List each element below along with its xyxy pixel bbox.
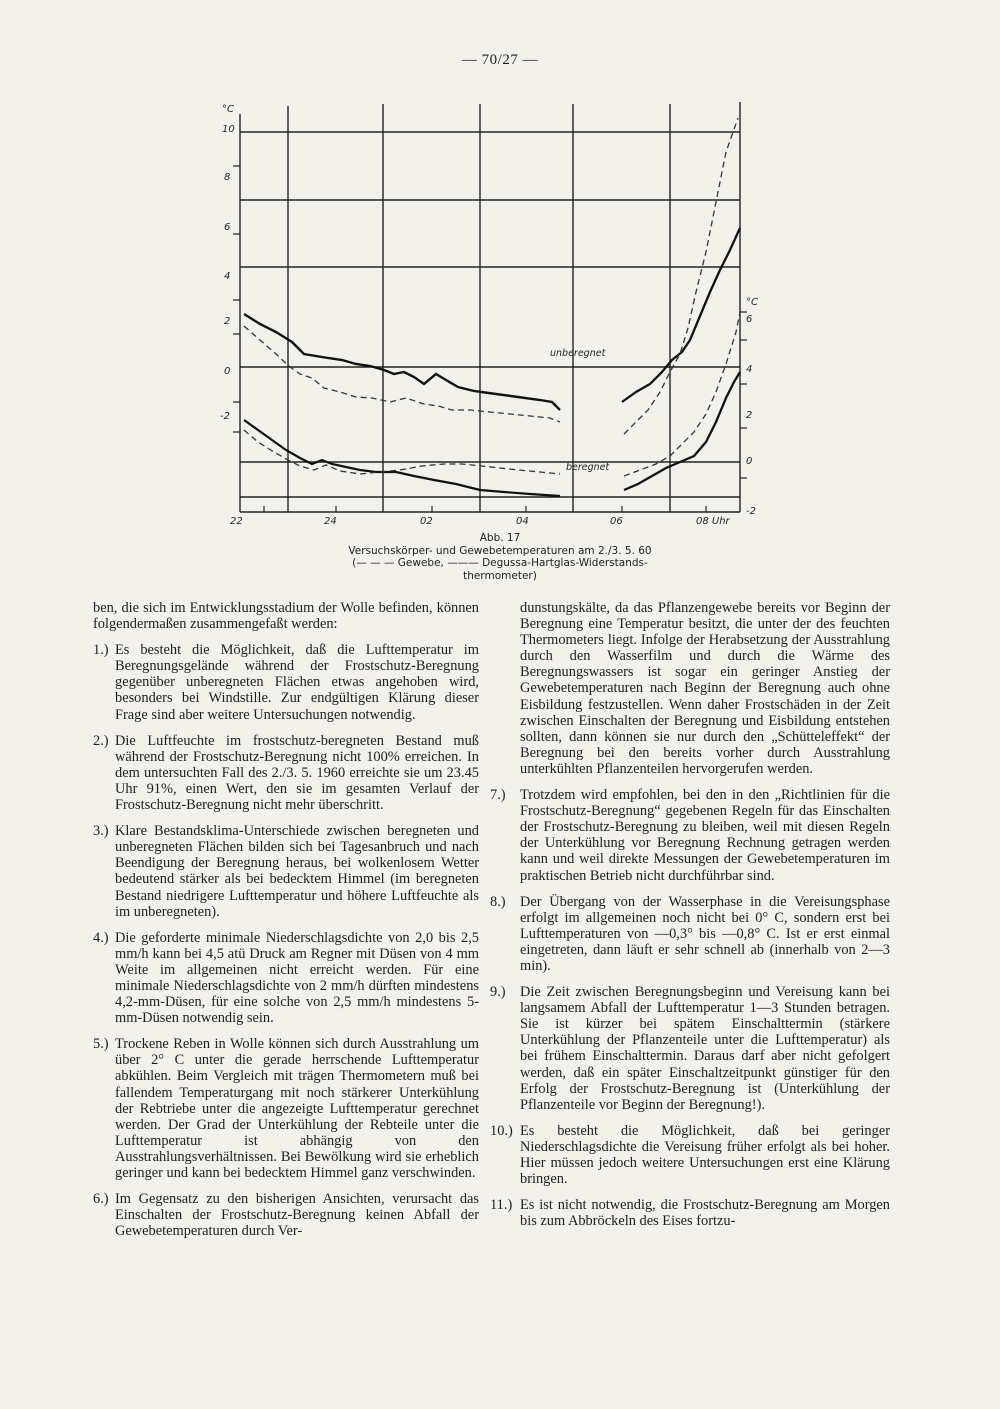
right-label-6: 6 [746, 314, 753, 325]
x-label-24: 24 [324, 516, 337, 527]
x-label-06: 06 [610, 516, 623, 527]
right-label-unit: °C [746, 297, 758, 308]
list-item [490, 893, 890, 974]
item-text: Klare Bestandsklima-Unterschiede zwischen beregneten und unberegneten Flächen bilden sich bei Tagesanbruch und nach Beendigung der Beregnung heraus, bei wolkenlosem Wetter bedeutend stärker als bei bedecktem Himmel (im beregneten Bestand niedrigere Lufttemperatur und höhere Luftfeuchte als im unberegneten). [115, 823, 479, 920]
right-label-0: 0 [746, 456, 753, 467]
right-label-4: 4 [746, 364, 753, 375]
caption-line-3: thermometer) [463, 569, 537, 582]
item-number: 10.) [490, 1122, 513, 1139]
list-item [93, 929, 479, 1027]
item-text: Trotzdem wird empfohlen, bei den in den „Richtlinien für die Frostschutz-Beregnung“ gegebenen Regeln für das Einschalten der Frostschutz-Beregnung zu bleiben, weil mit diesen Regeln der Unterkühlung vor Beregnung Rechnung getragen werden kann und weil direkte Messungen der Gewebetemperaturen im praktischen Betrieb nicht durchführbar sind. [520, 787, 890, 884]
item-number: 3.) [93, 823, 109, 840]
caption-line-1: Versuchskörper- und Gewebetemperaturen am 2./3. 5. 60 [348, 544, 652, 557]
item-text: Es besteht die Möglichkeit, daß bei geringer Niederschlagsdichte die Vereisung früher erfolgt als bei hoher. Hier müssen jedoch weitere Untersuchungen erst eine Klärung bringen. [520, 1122, 890, 1188]
item-text: Der Übergang von der Wasserphase in die Vereisungsphase erfolgt im allgemeinen noch nicht bei 0° C, sondern erst bei Lufttemperaturen von —0,3° bis —0,8° C. Ist er erst einmal eingetreten, dann läuft er sehr schnell ab (innerhalb von 2—3 min). [520, 893, 890, 974]
item-number: 4.) [93, 929, 109, 946]
item-number: 11.) [490, 1197, 513, 1214]
left-intro: ben, die sich im Entwicklungsstadium der Wolle befinden, können folgendermaßen zusammengefaßt werden: [93, 600, 479, 633]
item-number: 8.) [490, 893, 506, 910]
y-label-4: 4 [224, 271, 231, 282]
caption-title: Abb. 17 [479, 532, 521, 544]
item-text: Im Gegensatz zu den bisherigen Ansichten, verursacht das Einschalten der Frostschutz-Beregnung keinen Abfall der Gewebetemperaturen durch Ver- [115, 1191, 479, 1240]
temperature-chart [200, 92, 800, 532]
item-number: 2.) [93, 732, 109, 749]
caption-line-2: (— — — Gewebe, ——— Degussa-Hartglas-Widerstands- [352, 557, 648, 569]
item-number: 9.) [490, 984, 506, 1001]
item-number: 6.) [93, 1191, 109, 1208]
left-column [93, 600, 479, 1240]
list-item [490, 1122, 890, 1188]
y-label-minus2: -2 [220, 411, 230, 422]
y-label-6: 6 [224, 222, 231, 233]
item-text: Die Luftfeuchte im frostschutz-beregneten Bestand muß während der Frostschutz-Beregnung nicht 100% erreichen. In dem untersuchten Fall des 2./3. 5. 1960 erreichte sie um 23.45 Uhr 91%, einen Wert, den sie im gesamten Verlauf der Frostschutz-Beregnung nicht mehr überschritt. [115, 732, 479, 814]
y-label-2: 2 [224, 316, 231, 327]
x-label-08-uhr: 08 Uhr [696, 516, 730, 527]
list-item [490, 1197, 890, 1230]
item-text: Die geforderte minimale Niederschlagsdichte von 2,0 bis 2,5 mm/h kann bei 4,5 atü Druck am Regner mit Düsen von 4 mm Weite im allgemeinen nicht erreicht werden. Für eine minimale Niederschlagsdichte von 2 mm/h dürften mindestens 4,2-mm-Düsen, für eine solche von 2,5 mm/h mindestens 5-mm-Düsen notwendig sein. [115, 929, 479, 1027]
item-number: 1.) [93, 642, 109, 659]
list-item [93, 1191, 479, 1240]
y-label-unit-left: °C [222, 104, 234, 115]
item-text: Es besteht die Möglichkeit, daß die Lufttemperatur im Beregnungsgelände während der Frostschutz-Beregnung gegenüber unberegneten Flächen etwas angehoben wird, besonders bei Windstille. Zur endgültigen Klärung dieser Frage sind aber weitere Untersuchungen notwendig. [115, 642, 479, 723]
right-intro: dunstungskälte, da das Pflanzengewebe bereits vor Beginn der Beregnung eine Temperatur besitzt, die unter der des feuchten Thermometers liegt. Infolge der Herabsetzung der Ausstrahlung durch den Wasserfilm und durch die Wärme des Beregnungswassers ist sogar ein geringer Anstieg der Gewebetemperaturen nach Beginn der Beregnung auch ohne Eisbildung festzustellen. Wenn daher Frostschäden in der Zeit zwischen Einschalten der Beregnung und Eisbildung entstehen sollten, dann können sie nur durch den „Schütteleffekt“ der Beregnung bei den bereits vorher durch Ausstrahlung unterkühlten Pflanzenteilen hervorgerufen werden. [520, 600, 890, 777]
figure-caption [290, 532, 710, 582]
list-item [93, 1036, 479, 1181]
item-number: 7.) [490, 787, 506, 804]
list-item [93, 732, 479, 814]
list-item [93, 823, 479, 920]
y-label-8: 8 [224, 172, 231, 183]
x-label-02: 02 [420, 516, 433, 527]
right-label-2: 2 [746, 410, 753, 421]
list-item [490, 984, 890, 1113]
page-number: — 70/27 — [461, 52, 539, 68]
x-label-04: 04 [516, 516, 529, 527]
item-text: Trockene Reben in Wolle können sich durch Ausstrahlung um über 2° C unter die gerade herrschende Lufttemperatur abkühlen. Beim Vergleich mit trägen Thermometern muß bei fallendem Temperaturgang mit noch stärkerer Unterkühlung der Rebtriebe unter die angezeigte Lufttemperatur gerechnet werden. Der Grad der Unterkühlung der Rebteile unter die Lufttemperatur ist abhängig von den Ausstrahlungsverhältnissen. Bei Bewölkung wird sie erheblich geringer und kann bei bedecktem Himmel ganz verschwinden. [115, 1036, 479, 1181]
label-unberegnet: unberegnet [550, 348, 606, 359]
list-item [490, 787, 890, 884]
right-column [490, 600, 890, 1230]
right-label-minus2: -2 [746, 506, 756, 517]
y-label-10: 10 [222, 124, 235, 135]
item-text: Die Zeit zwischen Beregnungsbeginn und Vereisung kann bei langsamem Abfall der Lufttemperatur 1—3 Stunden betragen. Sie ist kürzer bei spätem Einschalttermin (stärkere Unterkühlung der Pflanzenteile unter die Lufttemperatur) als bei frühem Einschalttermin. Daraus darf aber nicht gefolgert werden, daß ein später Einschaltzeitpunkt günstiger für den Erfolg der Frostschutz-Beregnung ist (Unterkühlung der Pflanzenteile vor Beginn der Beregnung!). [520, 984, 890, 1113]
item-text: Es ist nicht notwendig, die Frostschutz-Beregnung am Morgen bis zum Abbröckeln des Eises fortzu- [520, 1197, 890, 1230]
label-beregnet: beregnet [566, 462, 610, 473]
y-label-0: 0 [224, 366, 231, 377]
temperature-figure [200, 92, 800, 532]
x-label-22: 22 [230, 516, 243, 527]
item-number: 5.) [93, 1036, 109, 1053]
list-item [93, 642, 479, 723]
